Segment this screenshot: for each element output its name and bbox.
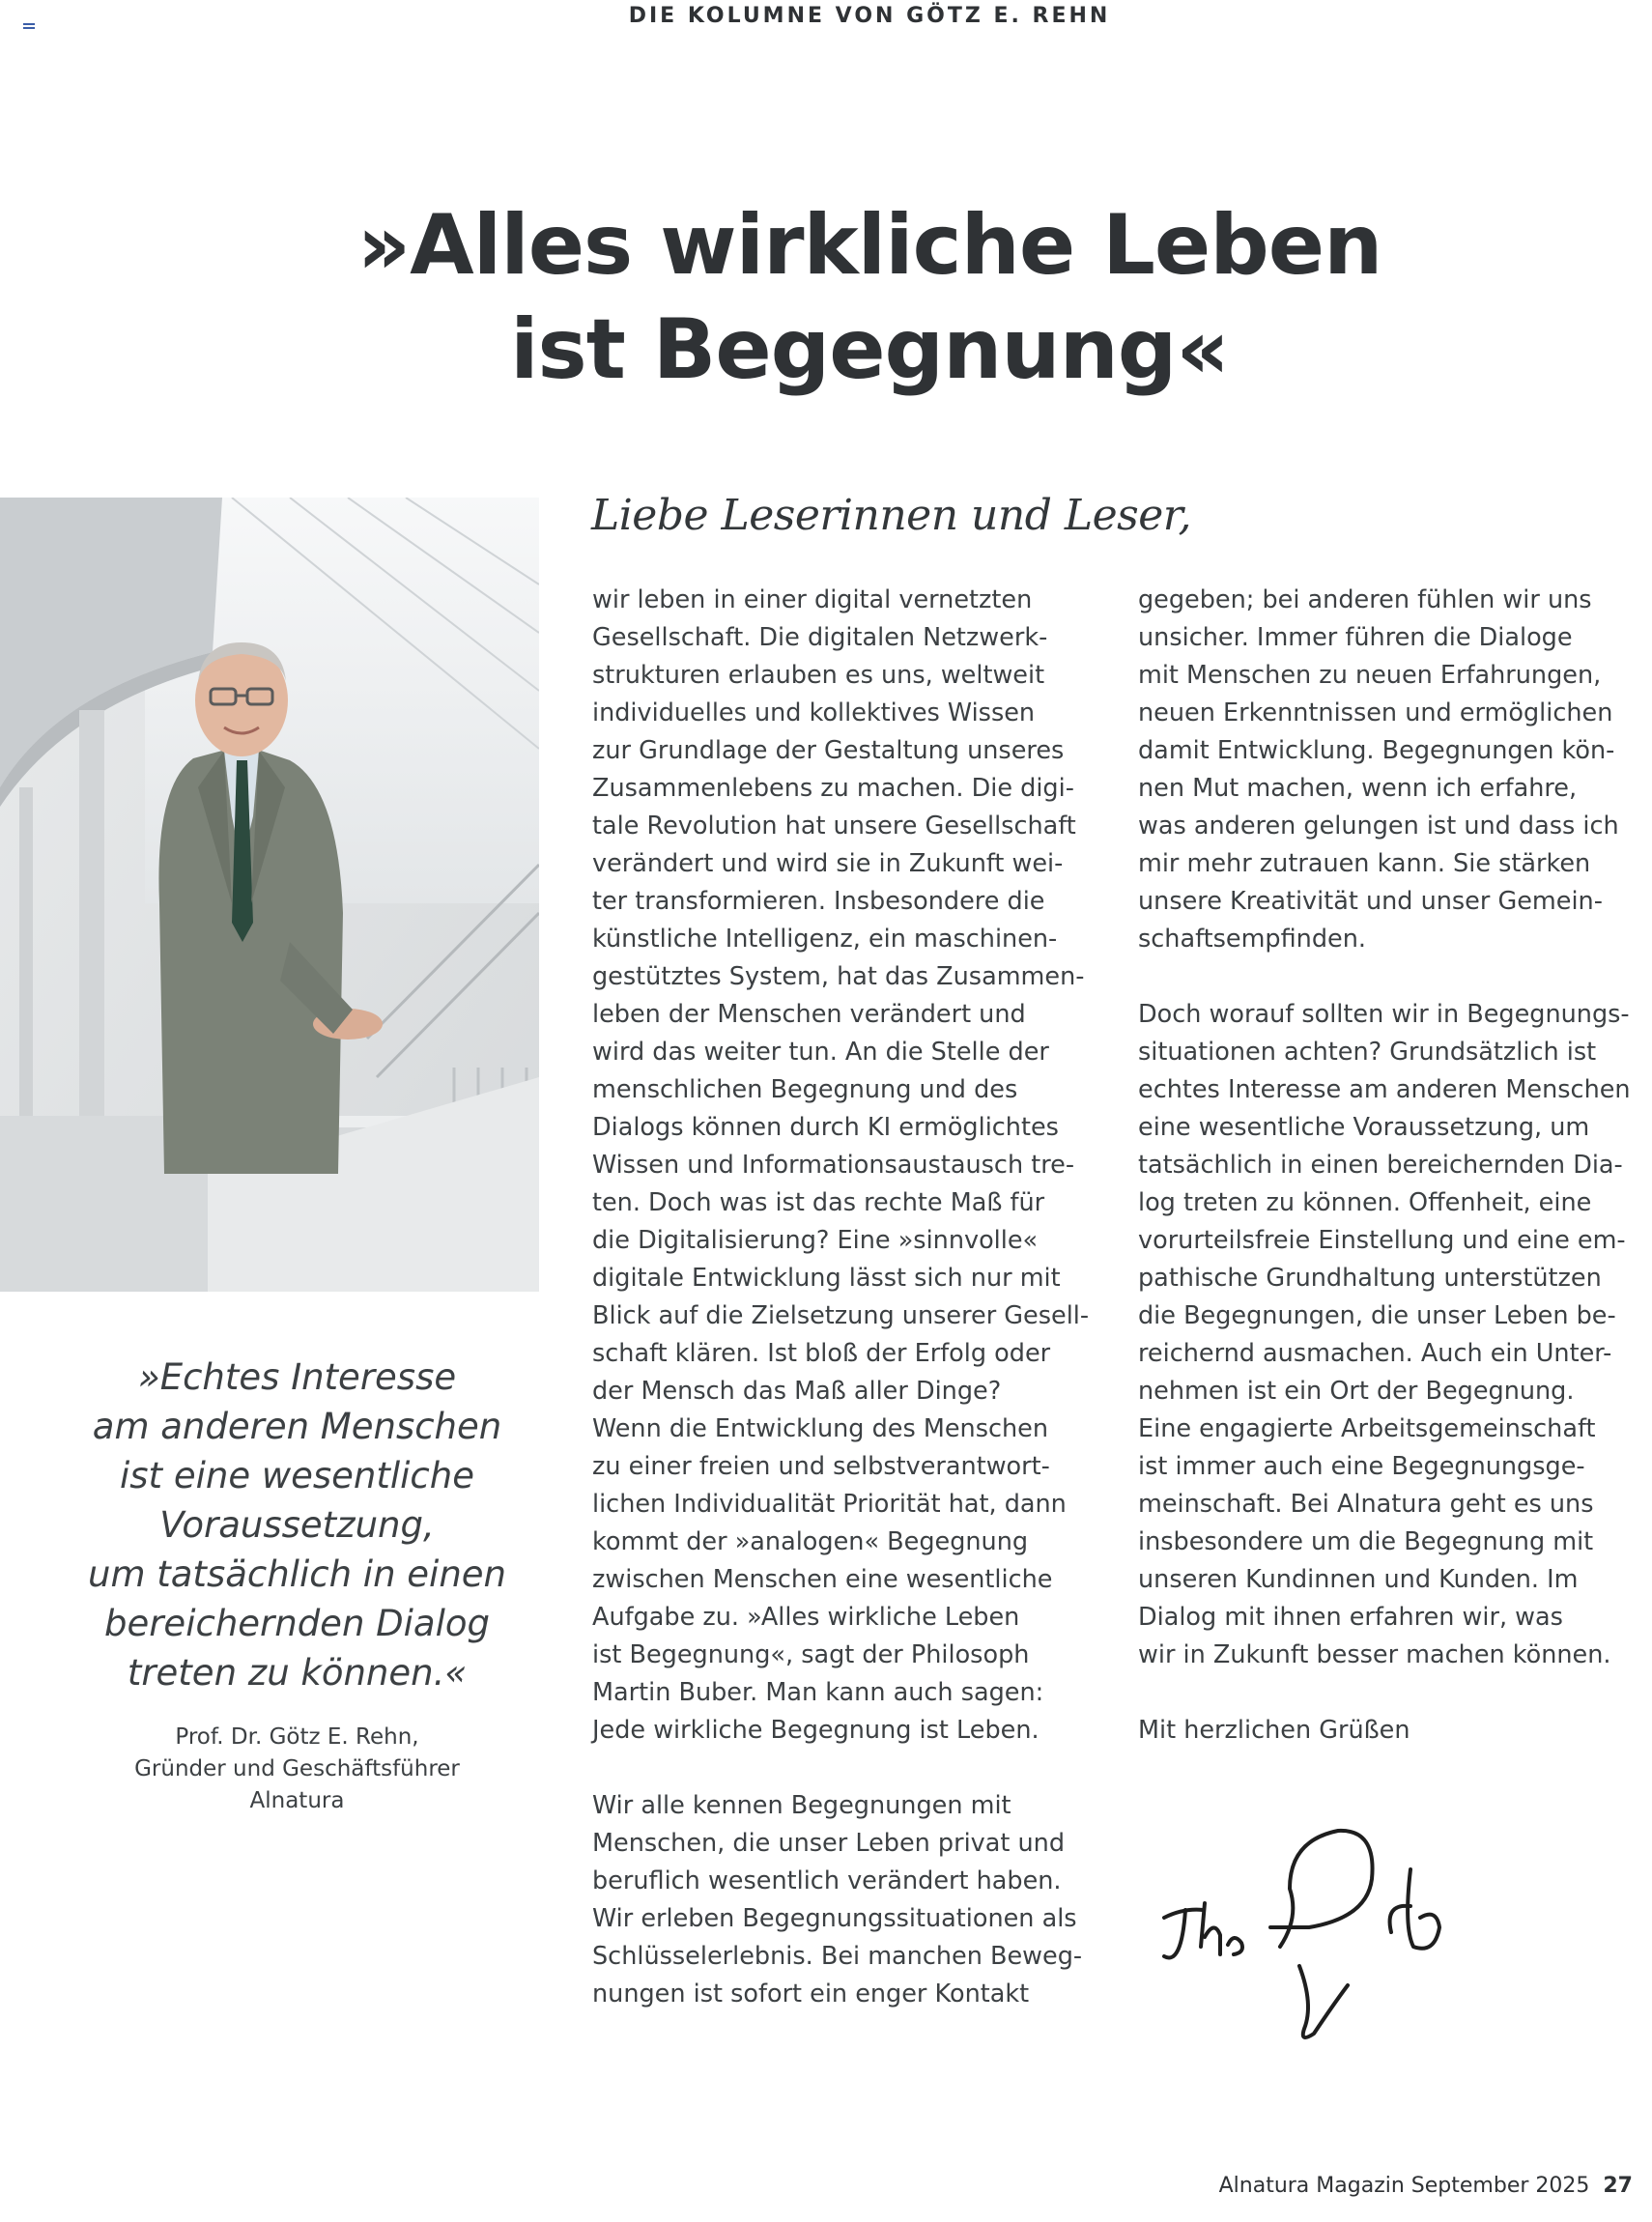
body-line: insbesondere um die Begegnung mit [1138, 1527, 1594, 1556]
column-kicker: DIE KOLUMNE VON GÖTZ E. REHN [628, 4, 1111, 28]
caption-name: Prof. Dr. Götz E. Rehn, [175, 1724, 419, 1750]
body-line: individuelles und kollektives Wissen [592, 698, 1036, 727]
author-photo [0, 498, 539, 1292]
body-line: reichernd ausmachen. Auch ein Unter- [1138, 1339, 1612, 1368]
body-column-1 [592, 582, 1114, 2013]
body-line: damit Entwicklung. Begegnungen kön- [1138, 736, 1615, 765]
headline-line-2: ist Begegnung« [510, 301, 1229, 398]
body-line: Blick auf die Zielsetzung unserer Gesell- [592, 1301, 1090, 1330]
body-line: nehmen ist ein Ort der Begegnung. [1138, 1377, 1575, 1406]
body-line: Gesellschaft. Die digitalen Netzwerk- [592, 623, 1048, 652]
body-line: meinschaft. Bei Alnatura geht es uns [1138, 1490, 1594, 1519]
body-line: Aufgabe zu. »Alles wirkliche Leben [592, 1603, 1020, 1632]
paragraph-gap [1138, 958, 1652, 996]
pull-quote-line: Voraussetzung, [159, 1504, 435, 1546]
body-line: pathische Grundhaltung unterstützen [1138, 1264, 1602, 1293]
body-line: wird das weiter tun. An die Stelle der [592, 1038, 1049, 1067]
body-line: ist immer auch eine Begegnungsge- [1138, 1452, 1585, 1481]
body-line: Eine engagierte Arbeitsgemeinschaft [1138, 1414, 1596, 1443]
paragraph-gap [592, 1750, 1114, 1787]
body-line: beruflich wesentlich verändert haben. [592, 1866, 1062, 1895]
body-line: schaft klären. Ist bloß der Erfolg oder [592, 1339, 1051, 1368]
pull-quote-line: »Echtes Interesse [137, 1356, 457, 1398]
page-number: 27 [1603, 2174, 1633, 2198]
body-line: Martin Buber. Man kann auch sagen: [592, 1678, 1044, 1707]
body-line: Doch worauf sollten wir in Begegnungs- [1138, 1000, 1630, 1029]
body-line: zu einer freien und selbstverantwort- [592, 1452, 1050, 1481]
body-line: was anderen gelungen ist und dass ich [1138, 812, 1619, 840]
body-line: Dialog mit ihnen erfahren wir, was [1138, 1603, 1563, 1632]
headline-line-1: »Alles wirkliche Leben [356, 197, 1382, 294]
salutation: Liebe Leserinnen und Leser, [591, 491, 1191, 540]
body-line: neuen Erkenntnissen und ermöglichen [1138, 698, 1613, 727]
body-line: wir leben in einer digital vernetzten [592, 585, 1033, 614]
body-line: echtes Interesse am anderen Menschen [1138, 1075, 1631, 1104]
body-line: gestütztes System, hat das Zusammen- [592, 962, 1085, 991]
handwritten-signature [1145, 1811, 1541, 2063]
body-line: tale Revolution hat unsere Gesellschaft [592, 812, 1076, 840]
body-line: Wenn die Entwicklung des Menschen [592, 1414, 1049, 1443]
body-line: tatsächlich in einen bereichernden Dia- [1138, 1151, 1623, 1180]
body-line: unsere Kreativität und unser Gemein- [1138, 887, 1603, 916]
body-line: strukturen erlauben es uns, weltweit [592, 661, 1045, 690]
caption-role: Gründer und Geschäftsführer [134, 1756, 460, 1781]
body-line: zur Grundlage der Gestaltung unseres [592, 736, 1065, 765]
page-footer [1219, 2174, 1633, 2198]
body-column-2 [1138, 582, 1652, 1750]
body-line: die Digitalisierung? Eine »sinnvolle« [592, 1226, 1039, 1255]
body-line: die Begegnungen, die unser Leben be- [1138, 1301, 1616, 1330]
body-line: nungen ist sofort ein enger Kontakt [592, 1980, 1030, 2008]
body-line: Schlüsselerlebnis. Bei manchen Beweg- [592, 1942, 1083, 1971]
body-line: Wir alle kennen Begegnungen mit [592, 1791, 1011, 1820]
body-line: Jede wirkliche Begegnung ist Leben. [592, 1716, 1040, 1745]
body-line: Zusammenlebens zu machen. Die digi- [592, 774, 1074, 803]
body-line: zwischen Menschen eine wesentliche [592, 1565, 1053, 1594]
body-line: mir mehr zutrauen kann. Sie stärken [1138, 849, 1591, 878]
body-line: Menschen, die unser Leben privat und [592, 1829, 1066, 1858]
body-line: kommt der »analogen« Begegnung [592, 1527, 1029, 1556]
body-line: eine wesentliche Voraussetzung, um [1138, 1113, 1590, 1142]
body-line: der Mensch das Maß aller Dinge? [592, 1377, 1002, 1406]
body-line: unsicher. Immer führen die Dialoge [1138, 623, 1573, 652]
pull-quote-line: am anderen Menschen [92, 1406, 502, 1447]
body-line: lichen Individualität Priorität hat, dann [592, 1490, 1067, 1519]
body-line: vorurteilsfreie Einstellung und eine em- [1138, 1226, 1626, 1255]
body-line: menschlichen Begegnung und des [592, 1075, 1018, 1104]
pull-quote [19, 1353, 575, 1697]
caption-company: Alnatura [249, 1788, 345, 1813]
body-line: künstliche Intelligenz, ein maschinen- [592, 925, 1058, 954]
pull-quote-line: um tatsächlich in einen [88, 1553, 506, 1595]
body-line: digitale Entwicklung lässt sich nur mit [592, 1264, 1061, 1293]
body-line: Dialogs können durch KI ermöglichtes [592, 1113, 1059, 1142]
pull-quote-line: treten zu können.« [127, 1652, 468, 1694]
article-headline [0, 193, 1652, 402]
pull-quote-line: bereichernden Dialog [103, 1603, 491, 1644]
body-line: ten. Doch was ist das rechte Maß für [592, 1188, 1045, 1217]
body-line: leben der Menschen verändert und [592, 1000, 1026, 1029]
body-line: ter transformieren. Insbesondere die [592, 887, 1045, 916]
body-line: log treten zu können. Offenheit, eine [1138, 1188, 1592, 1217]
body-line: gegeben; bei anderen fühlen wir uns [1138, 585, 1592, 614]
body-line: unseren Kundinnen und Kunden. Im [1138, 1565, 1579, 1594]
author-caption [19, 1722, 575, 1817]
body-line: Wissen und Informationsaustausch tre- [592, 1151, 1075, 1180]
body-line: situationen achten? Grundsätzlich ist [1138, 1038, 1597, 1067]
body-line: verändert und wird sie in Zukunft wei- [592, 849, 1064, 878]
paragraph-gap [1138, 1674, 1652, 1712]
body-line: Wir erleben Begegnungssituationen als [592, 1904, 1077, 1933]
pull-quote-line: ist eine wesentliche [120, 1455, 474, 1496]
body-line: Mit herzlichen Grüßen [1138, 1716, 1410, 1745]
footer-publication: Alnatura Magazin September 2025 [1218, 2174, 1590, 2198]
body-line: nen Mut machen, wenn ich erfahre, [1138, 774, 1578, 803]
body-line: mit Menschen zu neuen Erfahrungen, [1138, 661, 1602, 690]
body-line: wir in Zukunft besser machen können. [1138, 1640, 1611, 1669]
body-line: schaftsempfinden. [1138, 925, 1366, 954]
body-line: ist Begegnung«, sagt der Philosoph [592, 1640, 1030, 1669]
